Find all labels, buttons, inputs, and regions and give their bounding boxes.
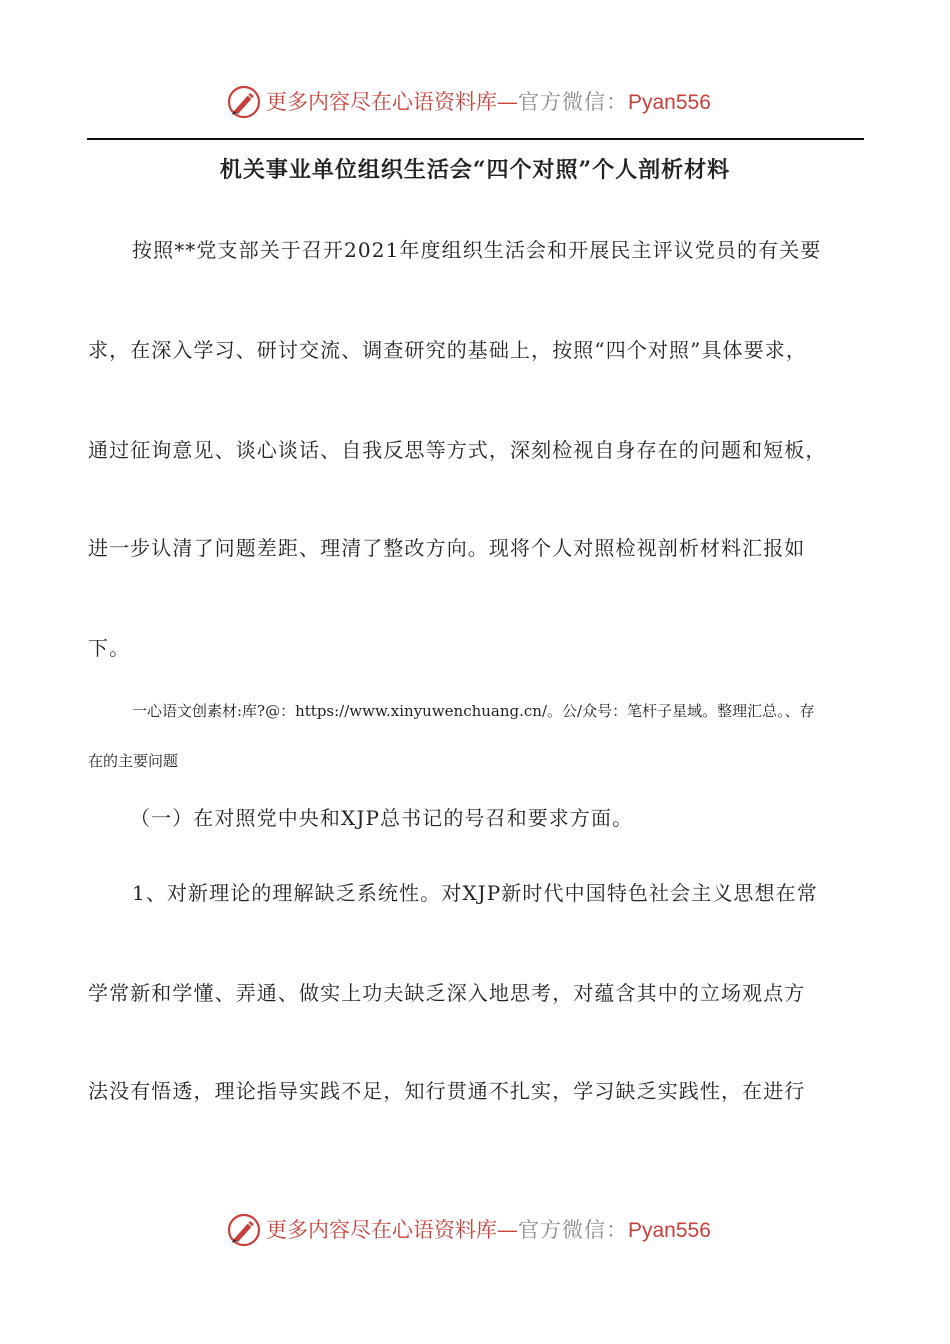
banner-brand: 更多内容尽在心语资料库 [266,90,497,114]
banner-label: 官方微信： [518,90,628,114]
section-heading: （一）在对照党中央和XJP总书记的号召和要求方面。 [130,806,634,830]
header-banner [0,80,950,124]
document-title: 机关事业单位组织生活会“四个对照”个人剖析材料 [219,157,731,183]
para1-line: 进一步认清了问题差距、理清了整改方向。现将个人对照检视剖析材料汇报如 [88,536,806,560]
pen-logo-icon [226,1212,262,1248]
para2-line: 学常新和学懂、弄通、做实上功夫缺乏深入地思考，对蕴含其中的立场观点方 [88,981,806,1005]
header-divider [87,138,864,140]
banner-wechat-id: Pyan556 [628,1219,711,1242]
banner-dash: — [497,1218,518,1242]
para2-line: 1、对新理论的理解缺乏系统性。对XJP新时代中国特色社会主义思想在常 [132,881,818,905]
para1-line: 按照**党支部关于召开2021年度组织生活会和开展民主评议党员的有关要 [132,238,822,262]
banner-label: 官方微信： [518,1218,628,1242]
source-note: 一心语文创素材:库?@：https://www.xinyuwenchuang.cn/。公/众号：笔杆子星域。整理汇总。、存 [132,702,815,720]
banner-brand: 更多内容尽在心语资料库 [266,1218,497,1242]
banner-text [266,88,711,117]
banner-dash: — [497,90,518,114]
banner-wechat-id: Pyan556 [628,91,711,114]
source-note-cont: 在的主要问题 [88,752,179,770]
para1-line: 通过征询意见、谈心谈话、自我反思等方式，深刻检视自身存在的问题和短板， [88,438,827,462]
para1-line: 求，在深入学习、研讨交流、调查研究的基础上，按照“四个对照”具体要求， [88,338,807,362]
footer-banner [0,1208,950,1252]
para2-line: 法没有悟透，理论指导实践不足，知行贯通不扎实，学习缺乏实践性，在进行 [88,1079,806,1103]
banner-text [266,1216,711,1245]
para1-line: 下。 [88,636,131,660]
pen-logo-icon [226,84,262,120]
